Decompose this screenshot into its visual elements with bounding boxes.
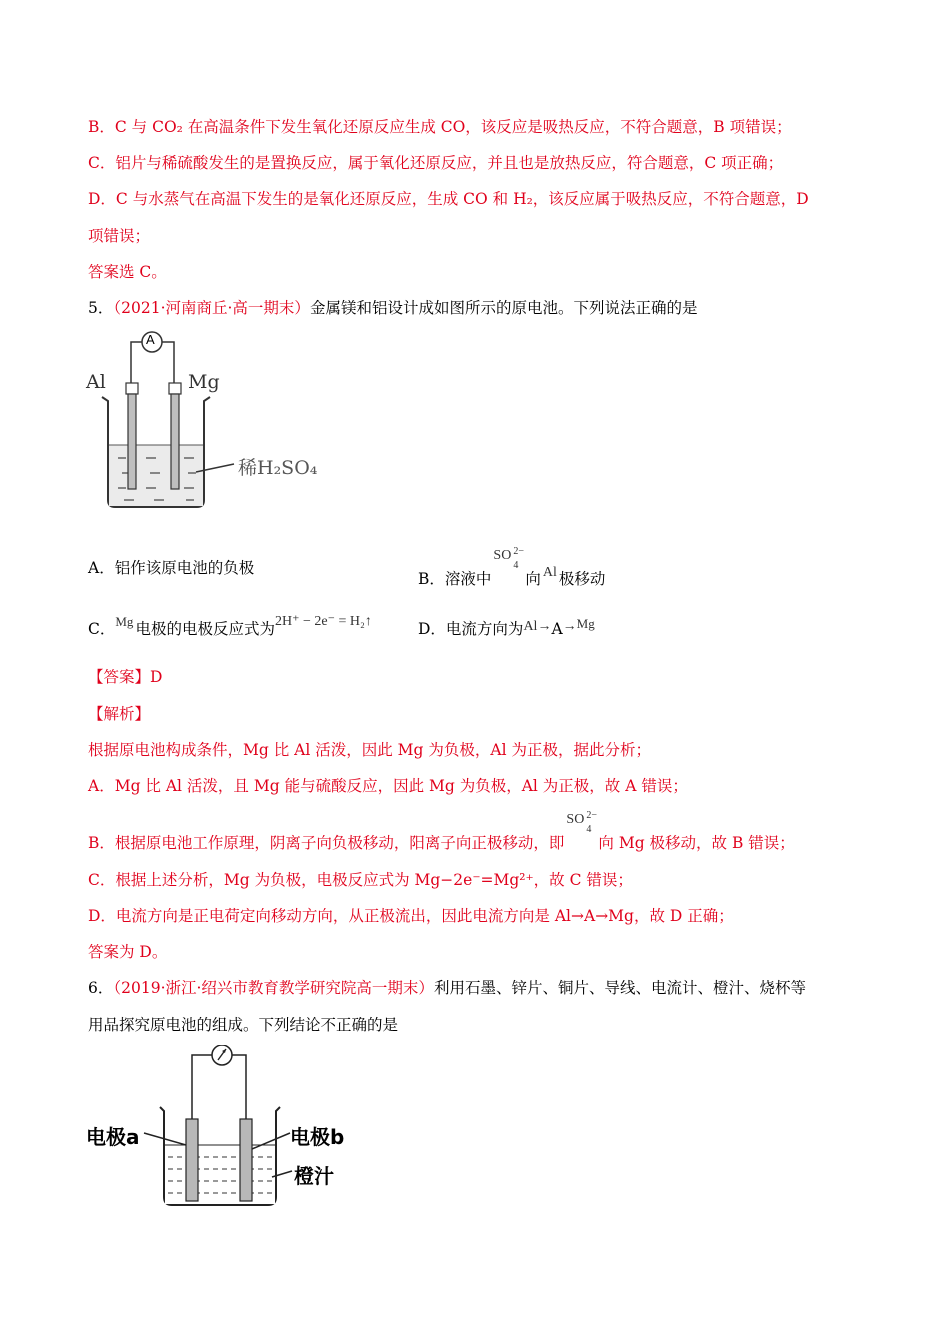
question-6-stem-line1 [88,978,806,998]
answer-value: D [150,668,163,686]
answer-label: 【答案】 [88,668,151,686]
analysis-line-3: B．根据原电池工作原理，阴离子向负极移动，阳离子向正极移动，即 SO 2− 4 向 Mg 极移动，故 B 错误； [88,810,795,852]
analysis-line-2: A．Mg 比 Al 活泼，且 Mg 能与硫酸反应，因此 Mg 为负极，Al 为正极，故 A 错误； [88,777,688,795]
question-source: （2021·河南商丘·高一期末） [113,299,310,317]
question-number: 5． [88,299,114,317]
question-text: 金属镁和铝设计成如图所示的原电池。下列说法正确的是 [309,299,698,317]
galvanic-cell-figure-al-mg [84,325,344,520]
electrode-a-label: 电极a [86,1125,140,1149]
analysis-label: 【解析】 [88,705,151,723]
question-text: 利用石墨、锌片、铜片、导线、电流计、橙汁、烧杯等 [433,979,806,997]
option-b: B．溶液中 SO 2− 4 向 Al 极移动 [418,546,606,588]
ammeter-label: A [146,332,155,347]
option-c: C．$^{Mg}$ 电极的电极反应式为2H⁺ − 2e⁻ = H₂↑ [88,614,372,638]
analysis-line-1: 根据原电池构成条件，Mg 比 Al 活泼，因此 Mg 为负极，Al 为正极，据此分析； [88,741,651,759]
analysis-line-4: C．根据上述分析，Mg 为负极，电极反应式为 Mg−2e⁻=Mg²⁺，故 C 错误； [88,871,633,889]
orange-juice-label: 橙汁 [294,1164,334,1188]
solution-label: 稀H₂SO₄ [238,457,318,479]
electrode-label-mg: Mg [188,371,220,393]
question-6-stem-line2: 用品探究原电池的组成。下列结论不正确的是 [88,1016,399,1034]
question-number: 6． [88,979,114,997]
question-source: （2019·浙江·绍兴市教育教学研究院高一期末） [113,979,434,997]
sulfate-ion-formula: SO 2− 4 [493,546,525,571]
sulfate-ion-formula: SO 2− 4 [566,810,598,835]
analysis-b: B．C 与 CO₂ 在高温条件下发生氧化还原反应生成 CO，该反应是吸热反应，不符合题意，B 项错误； [88,118,792,136]
option-d: D．电流方向为Al→A→$^{Mg}$ [418,616,595,638]
option-a: A．铝作该原电池的负极 [88,559,255,577]
answer-line [88,667,162,687]
answer-conclusion: 答案选 C。 [88,263,167,281]
analysis-d-line2: 项错误； [88,227,151,245]
analysis-line-6: 答案为 D。 [88,943,168,961]
electrode-label-al: Al [86,371,106,393]
analysis-d-line1: D．C 与水蒸气在高温下发生的是氧化还原反应，生成 CO 和 H₂，该反应属于吸热反应，不符合题意，D [88,190,809,208]
analysis-line-5: D．电流方向是正电荷定向移动方向，从正极流出，因此电流方向是 Al→A→Mg，故 D 正确； [88,907,734,925]
galvanic-cell-figure-orange-juice [84,1045,364,1215]
electrode-equation: 2H⁺ − 2e⁻ = H₂↑ [274,614,372,629]
electrode-b-label: 电极b [290,1125,345,1149]
analysis-c: C．铝片与稀硫酸发生的是置换反应，属于氧化还原反应，并且也是放热反应，符合题意，C 项正确； [88,154,784,172]
question-5-stem [88,298,697,318]
